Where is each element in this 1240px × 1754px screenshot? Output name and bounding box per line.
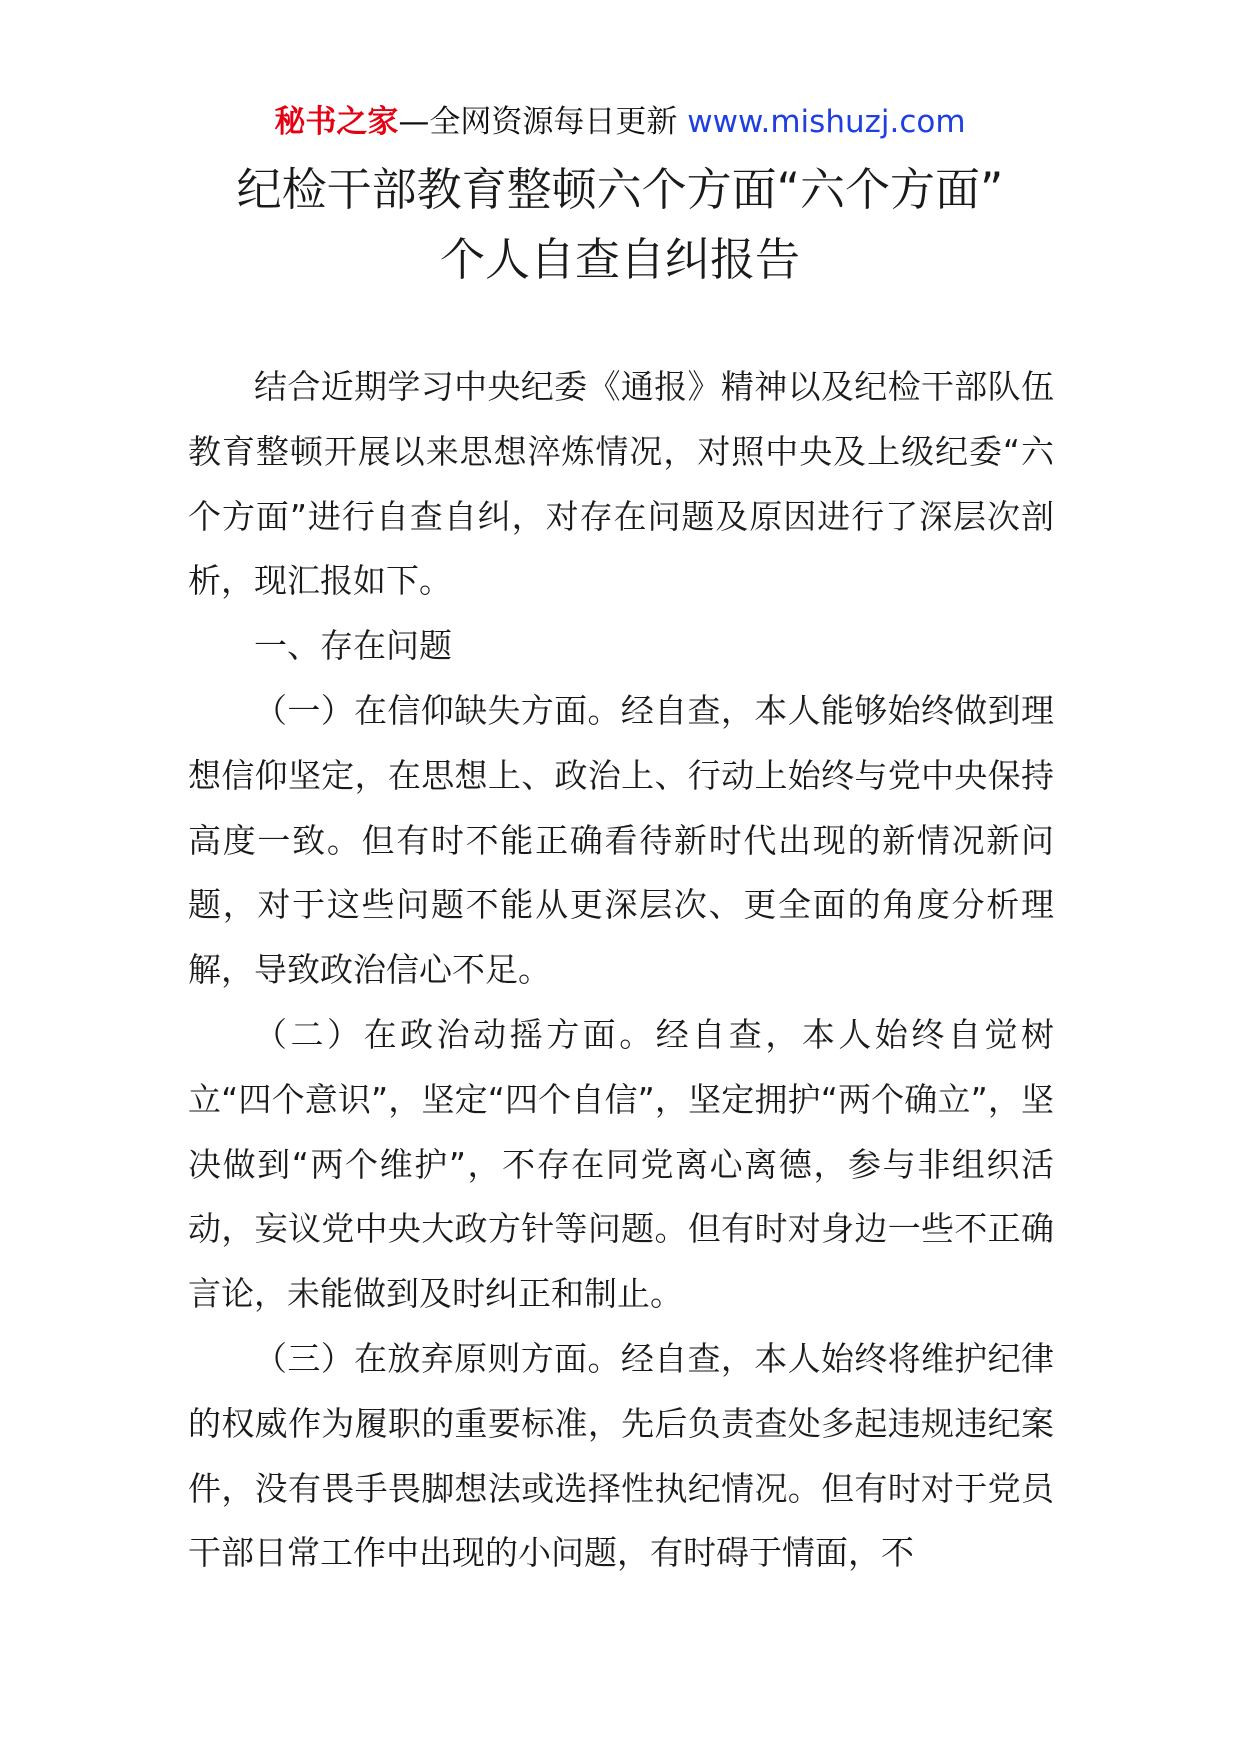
- site-banner: [0, 100, 1240, 144]
- paragraph-item-3: （三）在放弃原则方面。经自查，本人始终将维护纪律的权威作为履职的重要标准，先后负责查处多起违规违纪案件，没有畏手畏脚想法或选择性执纪情况。但有时对于党员干部日常工作中出现的小问题，有时碍于情面，不: [188, 1338, 1054, 1573]
- site-url-link[interactable]: www.mishuzj.com: [687, 104, 966, 140]
- document-title-line-2: 个人自查自纠报告: [439, 233, 800, 286]
- intro-paragraph: 结合近期学习中央纪委《通报》精神以及纪检干部队伍教育整顿开展以来思想淬炼情况，对照中央及上级纪委“六个方面”进行自查自纠，对存在问题及原因进行了深层次剖析，现汇报如下。: [188, 367, 1054, 601]
- document-body: [188, 355, 1054, 1586]
- section-heading: 一、存在问题: [254, 626, 452, 666]
- brand-name: 秘书之家: [274, 104, 399, 140]
- banner-tagline: —全网资源每日更新: [398, 104, 678, 140]
- paragraph-item-1: （一）在信仰缺失方面。经自查，本人能够始终做到理想信仰坚定，在思想上、政治上、行动上始终与党中央保持高度一致。但有时不能正确看待新时代出现的新情况新问题，对于这些问题不能从更深层次、更全面的角度分析理解，导致政治信心不足。: [188, 690, 1054, 990]
- paragraph-item-2: （二）在政治动摇方面。经自查，本人始终自觉树立“四个意识”，坚定“四个自信”，坚定拥护“两个确立”，坚决做到“两个维护”，不存在同党离心离德，参与非组织活动，妄议党中央大政方针等问题。但有时对身边一些不正确言论，未能做到及时纠正和制止。: [188, 1014, 1054, 1314]
- document-title-line-1: 纪检干部教育整顿六个方面“六个方面”: [236, 163, 1004, 216]
